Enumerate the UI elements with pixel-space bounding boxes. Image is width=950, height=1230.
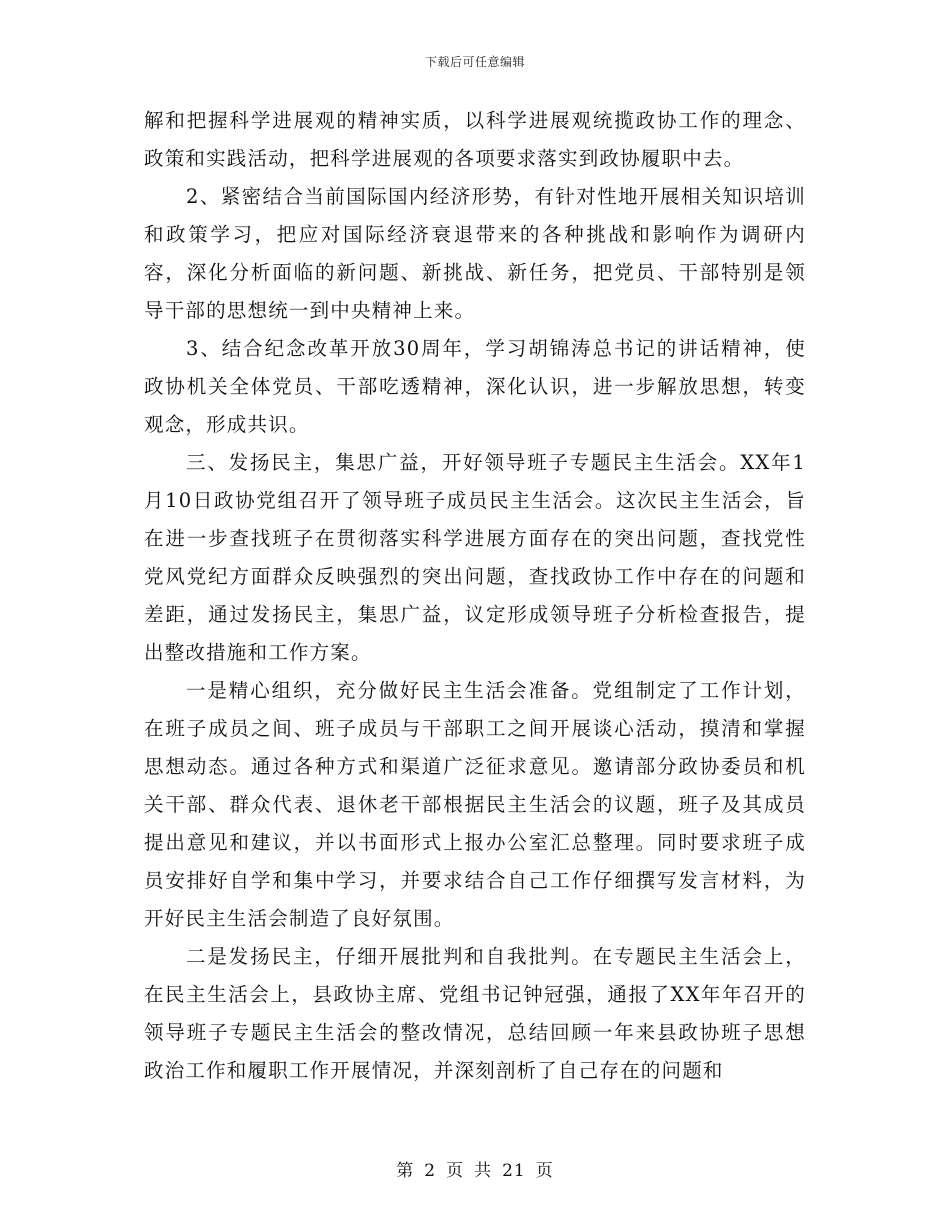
paragraph-item-2: 2、紧密结合当前国际国内经济形势，有针对性地开展相关知识培训和政策学习，把应对国际经济衰退带来的各种挑战和影响作为调研内容，深化分析面临的新问题、新挑战、新任务，把党员、干部特别是领导干部的思想统一到中央精神上来。 [144,185,806,322]
paragraph-continuation: 解和把握科学进展观的精神实质，以科学进展观统揽政协工作的理念、政策和实践活动，把科学进展观的各项要求落实到政协履职中去。 [144,109,806,170]
paragraph-point-2: 二是发扬民主，仔细开展批判和自我批判。在专题民主生活会上，在民主生活会上，县政协主席、党组书记钟冠强，通报了XX年年召开的领导班子专题民主生活会的整改情况，总结回顾一年来县政协班子思想政治工作和履职工作开展情况，并深刻剖析了自己存在的问题和 [144,945,806,1082]
footer-total-label: 共 [474,1161,493,1181]
header-note: 下载后可任意编辑 [424,55,525,69]
footer-middle: 页 [446,1161,465,1181]
paragraph-point-1: 一是精心组织，充分做好民主生活会准备。党组制定了工作计划，在班子成员之间、班子成员与干部职工之间开展谈心活动，摸清和掌握思想动态。通过各种方式和渠道广泛征求意见。邀请部分政协委员和机关干部、群众代表、退休老干部根据民主生活会的议题，班子及其成员提出意见和建议，并以书面形式上报办公室汇总整理。同时要求班子成员安排好自学和集中学习，并要求结合自己工作仔细撰写发言材料，为开好民主生活会制造了良好氛围。 [144,679,806,930]
document-body [144,102,806,1090]
footer-suffix: 页 [535,1161,554,1181]
footer-prefix: 第 [396,1161,415,1181]
footer-total-pages: 21 [502,1161,526,1181]
footer-current-page: 2 [424,1161,437,1181]
paragraph-section-3: 三、发扬民主，集思广益，开好领导班子专题民主生活会。XX年1月10日政协党组召开了领导班子成员民主生活会。这次民主生活会，旨在进一步查找班子在贯彻落实科学进展方面存在的突出问题，查找党性党风党纪方面群众反映强烈的突出问题，查找政协工作中存在的问题和差距，通过发扬民主，集思广益，议定形成领导班子分析检查报告，提出整改措施和工作方案。 [144,451,806,664]
paragraph-item-3: 3、结合纪念改革开放30周年，学习胡锦涛总书记的讲话精神，使政协机关全体党员、干部吃透精神，深化认识，进一步解放思想，转变观念，形成共识。 [144,337,806,436]
page-number-footer [0,1156,950,1181]
